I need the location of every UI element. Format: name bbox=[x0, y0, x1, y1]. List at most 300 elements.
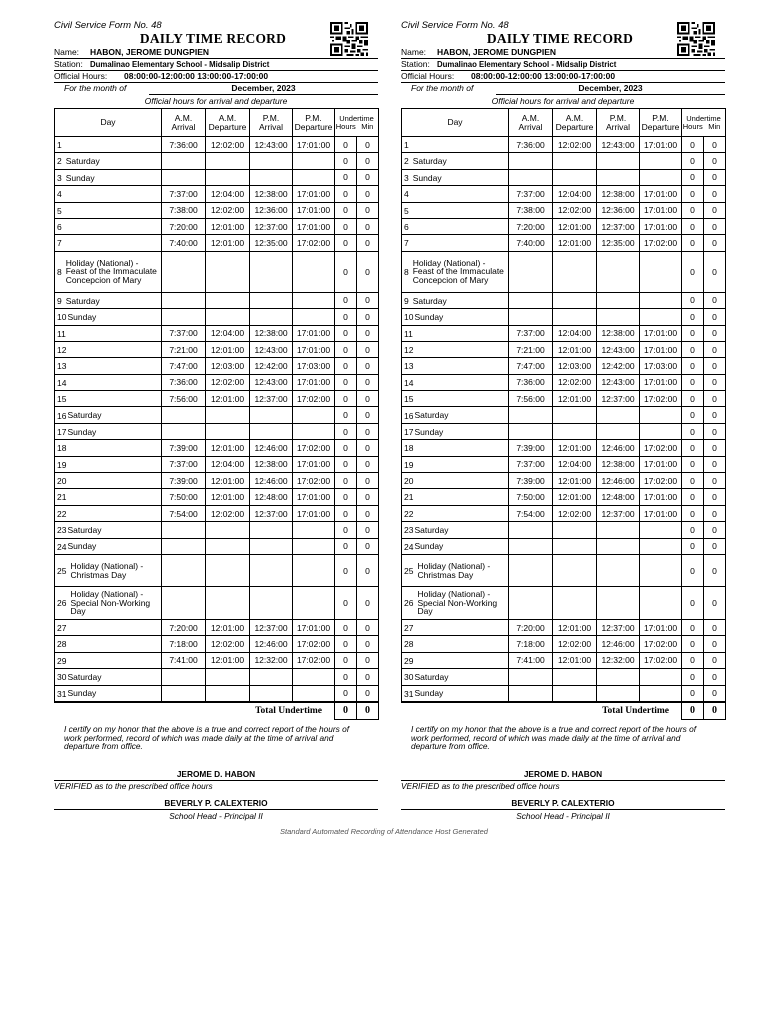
month-label: For the month of bbox=[64, 83, 127, 93]
pm-departure-cell: 17:01:00 bbox=[640, 186, 682, 202]
day-number: 27 bbox=[404, 623, 414, 634]
pm-departure-cell: 17:01:00 bbox=[640, 325, 682, 341]
am-departure-cell: 12:01:00 bbox=[206, 391, 250, 407]
day-cell bbox=[402, 554, 509, 587]
month-row bbox=[54, 83, 378, 94]
day-cell bbox=[55, 505, 162, 521]
am-arrival-cell: 7:39:00 bbox=[162, 440, 206, 456]
table-row bbox=[55, 374, 379, 390]
header-am-arrival: A.M. Arrival bbox=[509, 109, 553, 137]
am-arrival-cell: 7:50:00 bbox=[162, 489, 206, 505]
day-label: Sunday bbox=[67, 426, 97, 437]
day-cell bbox=[55, 554, 162, 587]
undertime-hours-cell: 0 bbox=[682, 636, 704, 652]
undertime-min-cell: 0 bbox=[704, 341, 726, 357]
undertime-min-cell: 0 bbox=[704, 538, 726, 554]
day-cell bbox=[402, 218, 509, 234]
undertime-min-cell: 0 bbox=[704, 186, 726, 202]
pm-departure-cell: 17:02:00 bbox=[640, 636, 682, 652]
am-arrival-cell: 7:37:00 bbox=[509, 186, 553, 202]
am-arrival-cell: 7:56:00 bbox=[162, 391, 206, 407]
day-label: Sunday bbox=[414, 541, 444, 552]
day-number: 10 bbox=[57, 312, 67, 323]
undertime-hours-cell: 0 bbox=[335, 374, 357, 390]
am-departure-cell bbox=[206, 669, 250, 685]
total-hours: 0 bbox=[682, 702, 704, 720]
header-undertime: Undertime bbox=[682, 109, 726, 123]
am-departure-cell bbox=[553, 554, 597, 587]
day-number: 22 bbox=[57, 508, 67, 519]
day-number: 18 bbox=[57, 443, 67, 454]
header-am-arrival: A.M. Arrival bbox=[162, 109, 206, 137]
pm-departure-cell: 17:01:00 bbox=[640, 218, 682, 234]
am-arrival-cell bbox=[509, 309, 553, 325]
pm-departure-cell bbox=[293, 292, 335, 308]
day-number: 26 bbox=[57, 598, 67, 609]
am-arrival-cell bbox=[162, 538, 206, 554]
day-number: 2 bbox=[57, 156, 62, 167]
day-label: Holiday (National) - Special Non-Working Day bbox=[417, 589, 498, 617]
table-row bbox=[402, 341, 726, 357]
day-cell bbox=[55, 489, 162, 505]
day-number: 19 bbox=[404, 459, 414, 470]
undertime-hours-cell: 0 bbox=[335, 407, 357, 423]
pm-departure-cell: 17:02:00 bbox=[640, 391, 682, 407]
day-label: Sunday bbox=[65, 172, 95, 183]
day-number: 30 bbox=[404, 672, 414, 683]
station-name: Dumalinao Elementary School - Midsalip District bbox=[90, 60, 270, 69]
undertime-min-cell: 0 bbox=[704, 473, 726, 489]
undertime-hours-cell: 0 bbox=[682, 186, 704, 202]
form-number: Civil Service Form No. 48 bbox=[401, 20, 509, 31]
undertime-min-cell: 0 bbox=[357, 652, 379, 668]
day-cell bbox=[55, 358, 162, 374]
undertime-min-cell: 0 bbox=[704, 235, 726, 251]
pm-departure-cell: 17:02:00 bbox=[293, 235, 335, 251]
pm-arrival-cell: 12:38:00 bbox=[597, 325, 640, 341]
undertime-hours-cell: 0 bbox=[335, 489, 357, 505]
pm-departure-cell bbox=[640, 685, 682, 702]
day-number: 13 bbox=[57, 361, 67, 372]
pm-arrival-cell bbox=[597, 251, 640, 292]
am-arrival-cell: 7:41:00 bbox=[162, 652, 206, 668]
day-label: Holiday (National) - Christmas Day bbox=[70, 561, 144, 580]
day-cell bbox=[402, 538, 509, 554]
day-cell bbox=[55, 251, 162, 292]
undertime-min-cell: 0 bbox=[704, 587, 726, 620]
undertime-min-cell: 0 bbox=[357, 169, 379, 185]
am-arrival-cell: 7:39:00 bbox=[509, 440, 553, 456]
am-departure-cell bbox=[206, 538, 250, 554]
undertime-hours-cell: 0 bbox=[335, 251, 357, 292]
day-label: Holiday (National) - Feast of the Immaculate Concepcion of Mary bbox=[412, 257, 504, 285]
day-cell bbox=[55, 669, 162, 685]
day-number: 30 bbox=[57, 672, 67, 683]
employee-signature: JEROME D. HABON bbox=[401, 769, 725, 781]
am-departure-cell bbox=[553, 407, 597, 423]
day-number: 25 bbox=[404, 565, 414, 576]
name-row bbox=[401, 47, 725, 59]
am-arrival-cell: 7:21:00 bbox=[509, 341, 553, 357]
pm-departure-cell bbox=[640, 407, 682, 423]
am-arrival-cell bbox=[162, 554, 206, 587]
undertime-hours-cell: 0 bbox=[335, 587, 357, 620]
day-number: 4 bbox=[404, 189, 409, 200]
header-pm-arrival: P.M. Arrival bbox=[250, 109, 293, 137]
table-row bbox=[55, 137, 379, 153]
undertime-hours-cell: 0 bbox=[682, 473, 704, 489]
day-number: 3 bbox=[57, 172, 62, 183]
table-row bbox=[402, 652, 726, 668]
am-departure-cell: 12:04:00 bbox=[206, 456, 250, 472]
pm-departure-cell bbox=[293, 669, 335, 685]
pm-arrival-cell bbox=[597, 522, 640, 538]
undertime-hours-cell: 0 bbox=[335, 309, 357, 325]
day-number: 4 bbox=[57, 189, 62, 200]
undertime-min-cell: 0 bbox=[704, 407, 726, 423]
pm-arrival-cell bbox=[597, 669, 640, 685]
table-row bbox=[402, 522, 726, 538]
pm-departure-cell: 17:03:00 bbox=[293, 358, 335, 374]
header-undertime: Undertime bbox=[335, 109, 379, 123]
table-row bbox=[402, 186, 726, 202]
day-cell bbox=[402, 358, 509, 374]
pm-departure-cell bbox=[293, 685, 335, 702]
am-arrival-cell: 7:47:00 bbox=[162, 358, 206, 374]
day-label: Sunday bbox=[67, 541, 97, 552]
am-departure-cell bbox=[553, 423, 597, 439]
day-number: 5 bbox=[57, 205, 62, 216]
day-cell bbox=[55, 137, 162, 153]
undertime-min-cell: 0 bbox=[704, 251, 726, 292]
name-label: Name: bbox=[54, 47, 80, 57]
am-arrival-cell: 7:37:00 bbox=[509, 456, 553, 472]
pm-departure-cell: 17:03:00 bbox=[640, 358, 682, 374]
day-cell bbox=[402, 137, 509, 153]
day-number: 18 bbox=[404, 443, 414, 454]
day-cell bbox=[402, 423, 509, 439]
form-title: DAILY TIME RECORD bbox=[486, 31, 634, 46]
table-row bbox=[402, 407, 726, 423]
am-arrival-cell: 7:20:00 bbox=[509, 619, 553, 635]
undertime-min-cell: 0 bbox=[357, 309, 379, 325]
am-arrival-cell: 7:36:00 bbox=[162, 374, 206, 390]
undertime-hours-cell: 0 bbox=[682, 153, 704, 169]
day-cell bbox=[402, 652, 509, 668]
undertime-min-cell: 0 bbox=[357, 473, 379, 489]
undertime-hours-cell: 0 bbox=[682, 292, 704, 308]
undertime-hours-cell: 0 bbox=[335, 153, 357, 169]
am-arrival-cell bbox=[162, 423, 206, 439]
pm-departure-cell bbox=[293, 153, 335, 169]
undertime-min-cell: 0 bbox=[357, 407, 379, 423]
day-label: Saturday bbox=[65, 295, 100, 306]
am-arrival-cell bbox=[509, 587, 553, 620]
total-undertime-label: Total Undertime bbox=[55, 702, 335, 720]
am-arrival-cell bbox=[509, 169, 553, 185]
day-cell bbox=[402, 407, 509, 423]
am-arrival-cell bbox=[162, 169, 206, 185]
table-row bbox=[55, 202, 379, 218]
verifier-name: BEVERLY P. CALEXTERIO bbox=[401, 798, 725, 810]
undertime-min-cell: 0 bbox=[704, 636, 726, 652]
total-row bbox=[402, 702, 726, 720]
station-label: Station: bbox=[401, 59, 430, 69]
pm-departure-cell: 17:01:00 bbox=[640, 619, 682, 635]
undertime-hours-cell: 0 bbox=[682, 619, 704, 635]
am-departure-cell bbox=[553, 169, 597, 185]
undertime-min-cell: 0 bbox=[357, 341, 379, 357]
am-departure-cell: 12:02:00 bbox=[206, 202, 250, 218]
day-cell bbox=[55, 538, 162, 554]
day-cell bbox=[55, 309, 162, 325]
am-departure-cell bbox=[206, 309, 250, 325]
official-hours-label: Official Hours: bbox=[54, 71, 108, 81]
am-arrival-cell bbox=[509, 153, 553, 169]
pm-departure-cell bbox=[640, 153, 682, 169]
undertime-min-cell: 0 bbox=[704, 218, 726, 234]
day-number: 6 bbox=[57, 222, 62, 233]
day-cell bbox=[402, 636, 509, 652]
dtr-form-right bbox=[401, 20, 725, 822]
am-departure-cell: 12:02:00 bbox=[553, 374, 597, 390]
table-row bbox=[402, 251, 726, 292]
pm-departure-cell bbox=[640, 522, 682, 538]
undertime-min-cell: 0 bbox=[357, 440, 379, 456]
pm-arrival-cell: 12:37:00 bbox=[597, 619, 640, 635]
undertime-hours-cell: 0 bbox=[335, 522, 357, 538]
am-departure-cell: 12:04:00 bbox=[553, 325, 597, 341]
undertime-hours-cell: 0 bbox=[682, 669, 704, 685]
am-departure-cell: 12:03:00 bbox=[206, 358, 250, 374]
undertime-hours-cell: 0 bbox=[335, 538, 357, 554]
day-number: 7 bbox=[404, 238, 409, 249]
am-departure-cell bbox=[553, 587, 597, 620]
table-row bbox=[55, 251, 379, 292]
undertime-min-cell: 0 bbox=[704, 554, 726, 587]
undertime-hours-cell: 0 bbox=[335, 669, 357, 685]
am-departure-cell bbox=[553, 251, 597, 292]
undertime-min-cell: 0 bbox=[357, 391, 379, 407]
day-number: 9 bbox=[57, 295, 62, 306]
undertime-min-cell: 0 bbox=[704, 489, 726, 505]
total-minutes: 0 bbox=[357, 702, 379, 720]
pm-arrival-cell: 12:35:00 bbox=[597, 235, 640, 251]
table-row bbox=[402, 292, 726, 308]
day-number: 27 bbox=[57, 623, 67, 634]
day-cell bbox=[55, 341, 162, 357]
day-number: 24 bbox=[404, 541, 414, 552]
table-row bbox=[55, 522, 379, 538]
day-label: Saturday bbox=[414, 525, 449, 536]
day-number: 31 bbox=[57, 688, 67, 699]
undertime-min-cell: 0 bbox=[357, 619, 379, 635]
am-arrival-cell: 7:20:00 bbox=[162, 619, 206, 635]
pm-arrival-cell: 12:42:00 bbox=[250, 358, 293, 374]
am-departure-cell: 12:01:00 bbox=[553, 391, 597, 407]
pm-arrival-cell: 12:32:00 bbox=[597, 652, 640, 668]
undertime-hours-cell: 0 bbox=[682, 489, 704, 505]
pm-departure-cell: 17:01:00 bbox=[293, 489, 335, 505]
undertime-min-cell: 0 bbox=[704, 685, 726, 702]
day-cell bbox=[402, 489, 509, 505]
am-arrival-cell: 7:37:00 bbox=[162, 325, 206, 341]
am-departure-cell bbox=[206, 423, 250, 439]
am-arrival-cell: 7:56:00 bbox=[509, 391, 553, 407]
day-number: 22 bbox=[404, 508, 414, 519]
pm-arrival-cell: 12:43:00 bbox=[250, 137, 293, 153]
header-day: Day bbox=[402, 109, 509, 137]
day-cell bbox=[55, 186, 162, 202]
day-cell bbox=[55, 153, 162, 169]
pm-arrival-cell bbox=[250, 669, 293, 685]
day-cell bbox=[402, 169, 509, 185]
undertime-hours-cell: 0 bbox=[335, 169, 357, 185]
day-number: 3 bbox=[404, 172, 409, 183]
pm-arrival-cell bbox=[597, 153, 640, 169]
am-arrival-cell: 7:36:00 bbox=[509, 374, 553, 390]
table-row bbox=[55, 407, 379, 423]
undertime-min-cell: 0 bbox=[357, 505, 379, 521]
am-departure-cell: 12:01:00 bbox=[553, 489, 597, 505]
pm-arrival-cell bbox=[250, 522, 293, 538]
am-departure-cell bbox=[206, 587, 250, 620]
pm-departure-cell bbox=[640, 251, 682, 292]
undertime-min-cell: 0 bbox=[704, 325, 726, 341]
day-cell bbox=[402, 251, 509, 292]
table-row bbox=[55, 423, 379, 439]
am-arrival-cell bbox=[162, 522, 206, 538]
pm-arrival-cell: 12:46:00 bbox=[250, 473, 293, 489]
day-label: Sunday bbox=[414, 688, 444, 699]
am-departure-cell: 12:01:00 bbox=[206, 235, 250, 251]
header-min: Min bbox=[704, 123, 726, 137]
pm-arrival-cell bbox=[597, 309, 640, 325]
undertime-min-cell: 0 bbox=[357, 153, 379, 169]
pm-arrival-cell bbox=[250, 685, 293, 702]
day-label: Saturday bbox=[67, 671, 102, 682]
pm-departure-cell: 17:01:00 bbox=[293, 619, 335, 635]
table-row bbox=[402, 325, 726, 341]
employee-signature: JEROME D. HABON bbox=[54, 769, 378, 781]
undertime-hours-cell: 0 bbox=[335, 423, 357, 439]
undertime-min-cell: 0 bbox=[357, 456, 379, 472]
month-row bbox=[401, 83, 725, 94]
undertime-min-cell: 0 bbox=[704, 391, 726, 407]
station-name: Dumalinao Elementary School - Midsalip District bbox=[437, 60, 617, 69]
pm-arrival-cell bbox=[250, 251, 293, 292]
pm-arrival-cell bbox=[597, 292, 640, 308]
day-cell bbox=[55, 652, 162, 668]
pm-departure-cell bbox=[640, 292, 682, 308]
day-number: 15 bbox=[57, 394, 67, 405]
undertime-min-cell: 0 bbox=[357, 251, 379, 292]
day-label: Holiday (National) - Special Non-Working Day bbox=[70, 589, 151, 617]
day-cell bbox=[55, 636, 162, 652]
undertime-hours-cell: 0 bbox=[682, 374, 704, 390]
pm-departure-cell bbox=[293, 423, 335, 439]
day-cell bbox=[402, 186, 509, 202]
pm-arrival-cell bbox=[250, 554, 293, 587]
undertime-hours-cell: 0 bbox=[682, 341, 704, 357]
day-number: 26 bbox=[404, 598, 414, 609]
day-cell bbox=[402, 456, 509, 472]
day-label: Sunday bbox=[67, 688, 97, 699]
table-row bbox=[55, 554, 379, 587]
am-arrival-cell bbox=[509, 407, 553, 423]
undertime-min-cell: 0 bbox=[357, 554, 379, 587]
undertime-min-cell: 0 bbox=[704, 652, 726, 668]
pm-arrival-cell: 12:42:00 bbox=[597, 358, 640, 374]
undertime-min-cell: 0 bbox=[704, 423, 726, 439]
am-departure-cell bbox=[553, 538, 597, 554]
undertime-hours-cell: 0 bbox=[335, 636, 357, 652]
table-row bbox=[402, 538, 726, 554]
undertime-hours-cell: 0 bbox=[335, 652, 357, 668]
pm-arrival-cell bbox=[597, 423, 640, 439]
am-arrival-cell bbox=[509, 292, 553, 308]
table-row bbox=[55, 489, 379, 505]
day-label: Saturday bbox=[414, 410, 449, 421]
pm-arrival-cell bbox=[597, 685, 640, 702]
pm-arrival-cell: 12:37:00 bbox=[250, 619, 293, 635]
day-number: 16 bbox=[57, 410, 67, 421]
day-label: Saturday bbox=[414, 671, 449, 682]
am-arrival-cell: 7:38:00 bbox=[509, 202, 553, 218]
table-row bbox=[55, 358, 379, 374]
pm-arrival-cell bbox=[250, 407, 293, 423]
am-departure-cell: 12:01:00 bbox=[553, 619, 597, 635]
day-cell bbox=[55, 423, 162, 439]
undertime-hours-cell: 0 bbox=[682, 538, 704, 554]
time-record-table bbox=[401, 108, 726, 720]
day-number: 16 bbox=[404, 410, 414, 421]
pm-departure-cell bbox=[640, 169, 682, 185]
day-cell bbox=[402, 325, 509, 341]
am-arrival-cell bbox=[509, 669, 553, 685]
arrival-departure-caption: Official hours for arrival and departure bbox=[144, 96, 288, 106]
am-arrival-cell bbox=[509, 538, 553, 554]
pm-arrival-cell: 12:46:00 bbox=[597, 440, 640, 456]
undertime-hours-cell: 0 bbox=[682, 202, 704, 218]
am-arrival-cell bbox=[509, 554, 553, 587]
undertime-hours-cell: 0 bbox=[682, 235, 704, 251]
pm-arrival-cell: 12:36:00 bbox=[250, 202, 293, 218]
pm-arrival-cell: 12:38:00 bbox=[250, 456, 293, 472]
undertime-hours-cell: 0 bbox=[335, 186, 357, 202]
am-arrival-cell bbox=[162, 153, 206, 169]
table-row bbox=[55, 309, 379, 325]
employee-name: HABON, JEROME DUNGPIEN bbox=[90, 47, 210, 57]
footer-note: Standard Automated Recording of Attendance Host Generated bbox=[280, 827, 488, 836]
undertime-hours-cell: 0 bbox=[335, 235, 357, 251]
total-hours: 0 bbox=[335, 702, 357, 720]
pm-departure-cell bbox=[293, 407, 335, 423]
am-arrival-cell: 7:18:00 bbox=[509, 636, 553, 652]
am-arrival-cell: 7:36:00 bbox=[162, 137, 206, 153]
form-number: Civil Service Form No. 48 bbox=[54, 20, 162, 31]
dtr-form-left bbox=[54, 20, 378, 822]
pm-departure-cell: 17:01:00 bbox=[293, 186, 335, 202]
day-number: 28 bbox=[57, 639, 67, 650]
undertime-min-cell: 0 bbox=[357, 202, 379, 218]
day-cell bbox=[55, 218, 162, 234]
table-row bbox=[402, 473, 726, 489]
day-cell bbox=[55, 292, 162, 308]
table-row bbox=[55, 292, 379, 308]
day-number: 9 bbox=[404, 295, 409, 306]
day-number: 12 bbox=[404, 344, 414, 355]
